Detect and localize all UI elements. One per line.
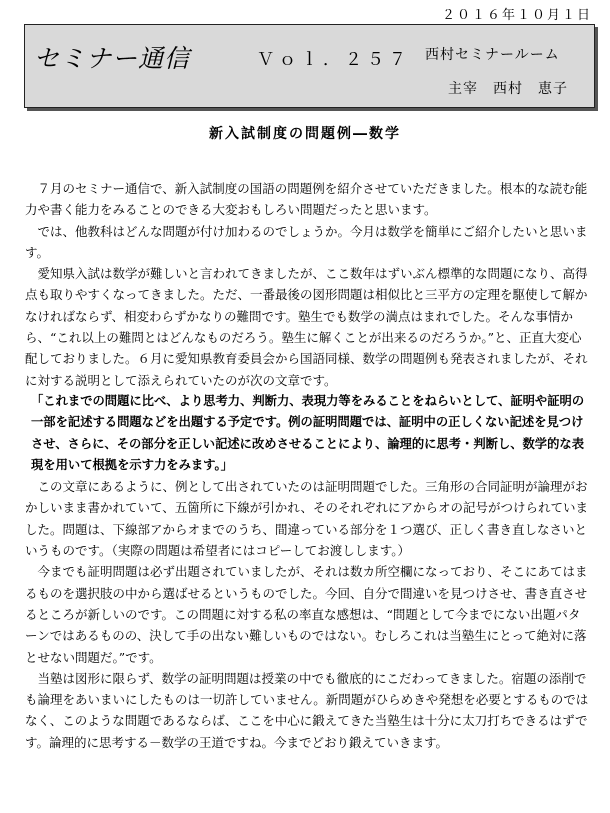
article-paragraph: ７月のセミナー通信で、新入試制度の国語の問題例を紹介させていただきました。根本的な読む能力や書く能力をみることのできる大変おもしろい問題だったと思います。 xyxy=(25,181,588,218)
article-headline: 新入試制度の問題例―数学 xyxy=(209,126,401,142)
article-body xyxy=(25,178,590,753)
newsletter-title: セミナー通信 xyxy=(34,44,191,73)
article-paragraph: 今までも証明問題は必ず出題されていましたが、それは数カ所空欄になっており、そこにあてはまるものを選択肢の中から選ばせるというものでした。今回、自分で間違いを見つけさせ、書き直させるところが新しいのです。この問題に対する私の率直な感想は、“問題として今までにない出題パターンではあるものの、決して手の出ない難しいものではない。むしろこれは当塾生にとって絶対に落とせない問題だ。”です。 xyxy=(25,564,588,665)
issue-date: ２０１６年１０月１日 xyxy=(441,8,592,23)
editor-name: 主宰 西村 恵子 xyxy=(448,81,568,97)
organization-name: 西村セミナールーム xyxy=(425,47,560,63)
article-paragraph: この文章にあるように、例として出されていたのは証明問題でした。三角形の合同証明が論理がおかしいまま書かれていて、五箇所に下線が引かれ、そのそれぞれにアからオの記号がつけられていました。問題は、下線部アからオまでのうち、間違っている部分を１つ選び、正しく書き直しなさいというものです。（実際の問題は希望者にはコピーしてお渡しします。） xyxy=(25,479,589,559)
quoted-statement: 「これまでの問題に比べ、より思考力、判断力、表現力等をみることをねらいとして、証明や証明の一部を記述する問題などを出題する予定です。例の証明問題では、証明中の正しくない記述を見つけさせ、さらに、その部分を正しい記述に改めさせることにより、論理的に思考・判断し、数学的な表現を用いて根拠を示す力をみます。」 xyxy=(31,393,585,472)
newsletter-header xyxy=(24,24,595,108)
volume-number: Ｖｏｌ．２５７ xyxy=(257,50,411,70)
article-paragraph: では、他教科はどんな問題が付け加わるのでしょうか。今月は数学を簡単にご紹介したいと思います。 xyxy=(25,223,588,260)
article-paragraph: 愛知県入試は数学が難しいと言われてきましたが、ここ数年はずいぶん標準的な問題になり、高得点も取りやすくなってきました。ただ、一番最後の図形問題は相似比と三平方の定理を駆使して解かなければならず、相変わらずかなりの難問です。塾生でも数学の満点はまれでした。そんな事情から、“これ以上の難問とはどんなものだろう。塾生に解くことが出来るのだろうか。”と、正直大変心配しておりました。６月に愛知県教育委員会から国語同様、数学の問題例も発表されましたが、それに対する説明として添えられていたのが次の文章です。 xyxy=(25,266,588,388)
article-paragraph: 当塾は図形に限らず、数学の証明問題は授業の中でも徹底的にこだわってきました。宿題の添削でも論理をあいまいにしたものは一切許していません。新問題がひらめきや発想を必要とするものではなく、このような問題であるならば、ここを中心に鍛えてきた当塾生は十分に太刀打ちできるはずです。論理的に思考する－数学の王道ですね。今までどおり鍛えていきます。 xyxy=(25,670,589,750)
